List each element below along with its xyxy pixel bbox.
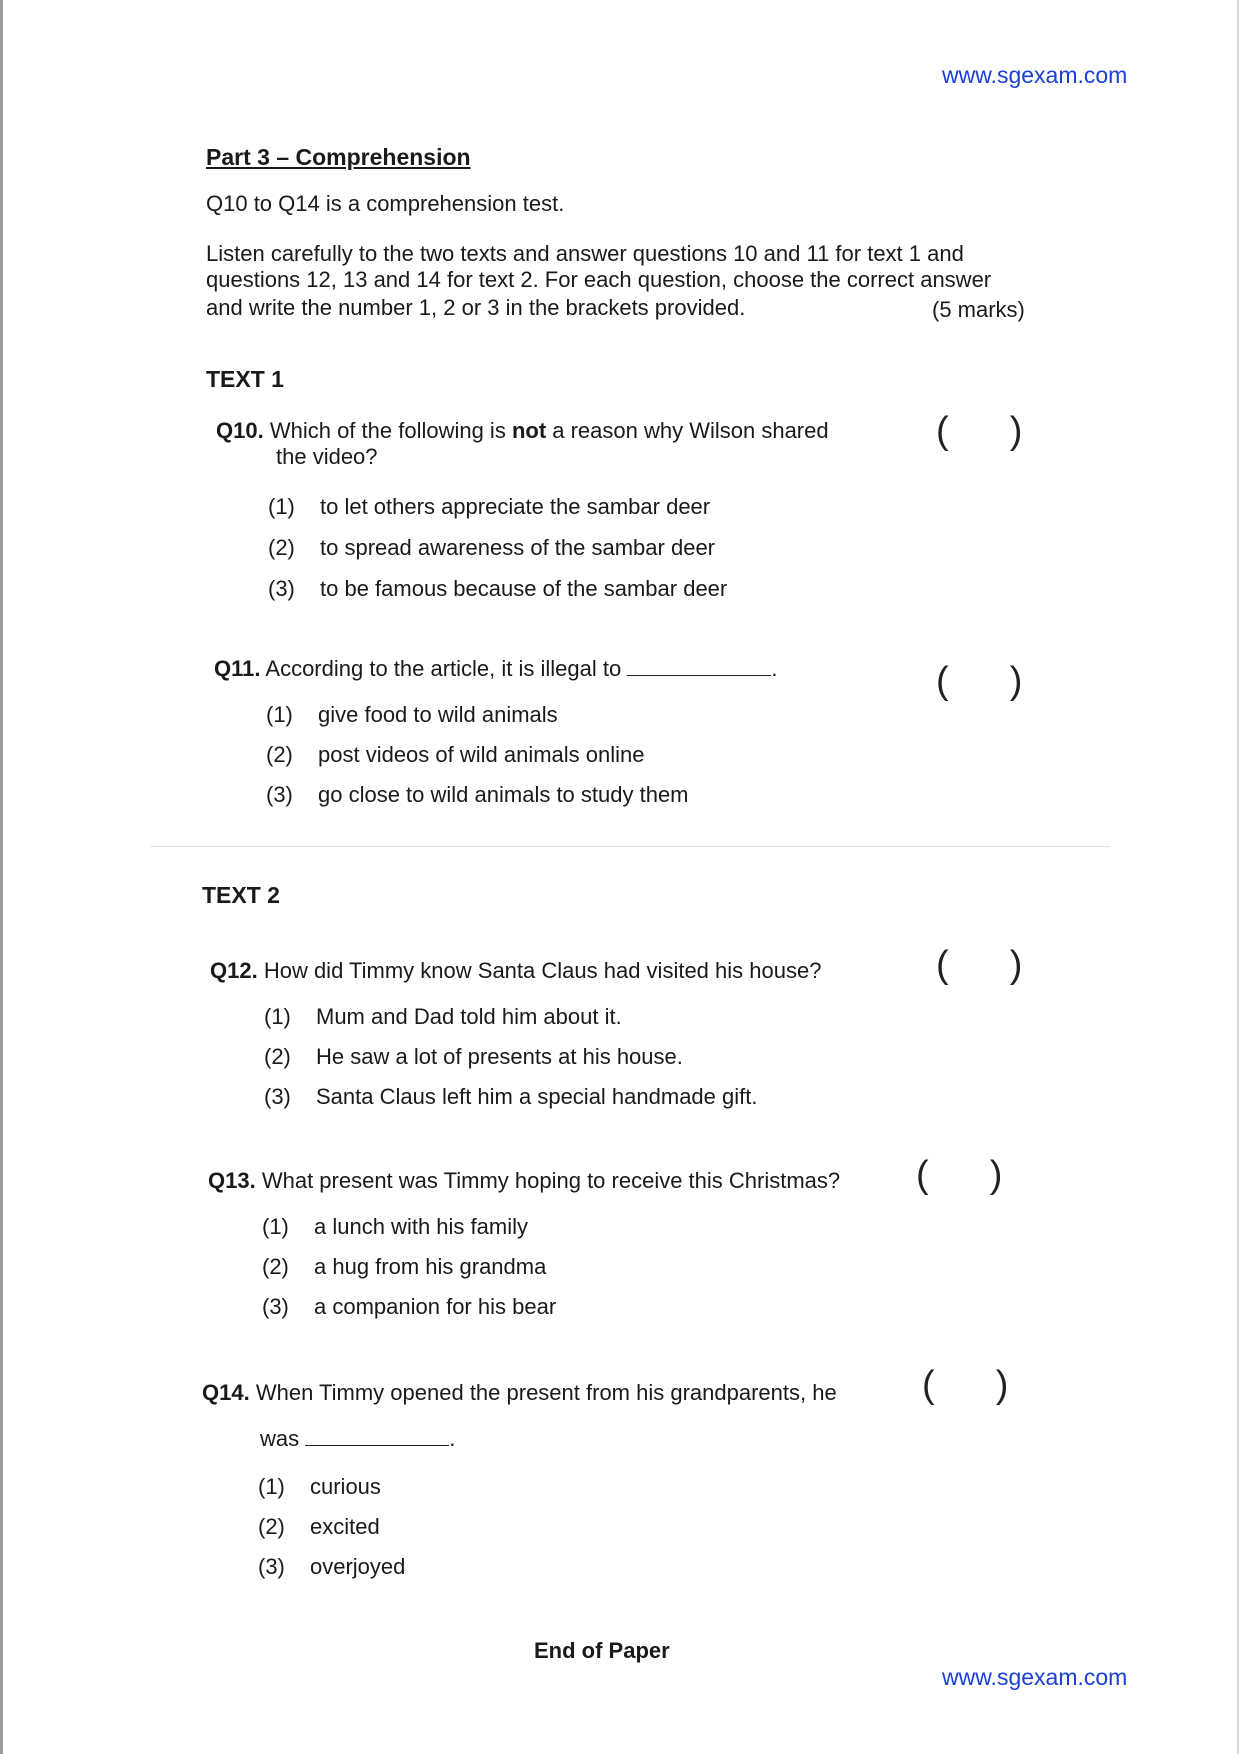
q11-bracket-open: ( — [936, 660, 949, 702]
q11-option-2-number: (2) — [266, 742, 293, 767]
q11-option-1 — [266, 702, 558, 728]
q11-text-end: . — [771, 656, 778, 681]
q14-option-2-number: (2) — [258, 1514, 285, 1539]
q11-option-2-text: post videos of wild animals online — [318, 742, 645, 767]
q11-option-2 — [266, 742, 645, 768]
q14-option-1 — [258, 1474, 381, 1500]
q10-answer-bracket[interactable] — [936, 410, 1022, 453]
q13-option-3-number: (3) — [262, 1294, 289, 1319]
scan-fold-line — [150, 846, 1110, 847]
q13-option-3-text: a companion for his bear — [314, 1294, 557, 1319]
q12-option-1-text: Mum and Dad told him about it. — [316, 1004, 622, 1029]
q13-option-2-number: (2) — [262, 1254, 289, 1279]
q12-option-1-number: (1) — [264, 1004, 291, 1029]
q12-bracket-open: ( — [936, 944, 949, 986]
q13-bracket-close: ) — [989, 1154, 1003, 1196]
q12-option-2-text: He saw a lot of presents at his house. — [316, 1044, 683, 1069]
q12-option-3-text: Santa Claus left him a special handmade gift. — [316, 1084, 758, 1109]
q10-text-after: a reason why Wilson shared — [546, 418, 829, 443]
q13-option-1 — [262, 1214, 528, 1240]
end-of-paper: End of Paper — [534, 1638, 670, 1663]
q14-number: Q14. — [202, 1380, 250, 1405]
q13-question — [208, 1168, 840, 1194]
q10-bracket-close: ) — [1009, 410, 1023, 452]
q12-option-3 — [264, 1084, 757, 1110]
q13-answer-bracket[interactable] — [916, 1154, 1002, 1197]
q13-option-1-text: a lunch with his family — [314, 1214, 528, 1239]
site-url-header[interactable]: www.sgexam.com — [942, 62, 1128, 88]
instructions-line-3: and write the number 1, 2 or 3 in the brackets provided. — [206, 295, 746, 320]
q11-bracket-close: ) — [1009, 660, 1023, 702]
page-edge-left — [0, 0, 3, 1754]
q12-option-1 — [264, 1004, 622, 1030]
q13-option-3 — [262, 1294, 556, 1320]
q11-number: Q11. — [214, 656, 261, 681]
marks-label: (5 marks) — [932, 297, 1025, 322]
q14-bracket-close: ) — [995, 1364, 1009, 1406]
q10-option-1 — [268, 494, 710, 520]
q10-option-3-number: (3) — [268, 576, 295, 601]
instructions-line-2: questions 12, 13 and 14 for text 2. For each question, choose the correct answer — [206, 267, 992, 292]
q14-bracket-open: ( — [922, 1364, 935, 1406]
q10-number: Q10. — [216, 418, 264, 443]
q14-text-line2: was — [260, 1426, 300, 1451]
q10-bracket-open: ( — [936, 410, 949, 452]
q10-option-1-text: to let others appreciate the sambar deer — [320, 494, 711, 519]
q10-option-1-number: (1) — [268, 494, 295, 519]
q10-option-3-text: to be famous because of the sambar deer — [320, 576, 728, 601]
q10-option-2-text: to spread awareness of the sambar deer — [320, 535, 716, 560]
q14-option-2 — [258, 1514, 380, 1540]
q10-text-before: Which of the following is — [269, 418, 512, 443]
q14-option-1-number: (1) — [258, 1474, 285, 1499]
q10-question-line2: the video? — [276, 444, 378, 469]
q10-option-3 — [268, 576, 727, 602]
q14-option-1-text: curious — [310, 1474, 381, 1499]
q11-option-1-text: give food to wild animals — [318, 702, 558, 727]
q10-option-2-number: (2) — [268, 535, 295, 560]
q12-answer-bracket[interactable] — [936, 944, 1022, 987]
part-heading: Part 3 – Comprehension — [206, 144, 471, 170]
q12-text: How did Timmy know Santa Claus had visited his house? — [263, 958, 822, 983]
q11-answer-bracket[interactable] — [936, 660, 1022, 703]
q10-question — [216, 418, 829, 444]
q13-option-2-text: a hug from his grandma — [314, 1254, 547, 1279]
q10-text-bold: not — [511, 418, 547, 443]
intro-text: Q10 to Q14 is a comprehension test. — [206, 191, 565, 216]
q10-option-2 — [268, 535, 715, 561]
q11-question — [214, 656, 777, 682]
q14-option-3 — [258, 1554, 405, 1580]
q14-text-end: . — [449, 1426, 456, 1451]
q14-answer-bracket[interactable] — [922, 1364, 1008, 1407]
q11-option-1-number: (1) — [266, 702, 293, 727]
q12-option-3-number: (3) — [264, 1084, 291, 1109]
text2-title: TEXT 2 — [202, 882, 280, 908]
q14-question — [202, 1380, 837, 1406]
q13-option-2 — [262, 1254, 546, 1280]
q14-option-3-number: (3) — [258, 1554, 285, 1579]
q11-blank — [627, 657, 771, 676]
q13-bracket-open: ( — [916, 1154, 929, 1196]
q14-option-3-text: overjoyed — [310, 1554, 406, 1579]
q14-question-line2 — [260, 1426, 455, 1452]
q13-text: What present was Timmy hoping to receive this Christmas? — [261, 1168, 841, 1193]
q11-option-3 — [266, 782, 689, 808]
instructions-line-1: Listen carefully to the two texts and answer questions 10 and 11 for text 1 and — [206, 241, 964, 266]
text1-title: TEXT 1 — [206, 366, 284, 392]
q13-option-1-number: (1) — [262, 1214, 289, 1239]
q12-question — [210, 958, 821, 984]
q12-number: Q12. — [210, 958, 258, 983]
q13-number: Q13. — [208, 1168, 256, 1193]
q11-text: According to the article, it is illegal to — [265, 656, 622, 681]
q14-option-2-text: excited — [310, 1514, 380, 1539]
q12-option-2-number: (2) — [264, 1044, 291, 1069]
q11-option-3-number: (3) — [266, 782, 293, 807]
q14-blank — [305, 1427, 449, 1446]
q12-bracket-close: ) — [1009, 944, 1023, 986]
site-url-footer[interactable]: www.sgexam.com — [942, 1664, 1128, 1690]
q12-option-2 — [264, 1044, 683, 1070]
q14-text: When Timmy opened the present from his grandparents, he — [255, 1380, 837, 1405]
q11-option-3-text: go close to wild animals to study them — [318, 782, 689, 807]
